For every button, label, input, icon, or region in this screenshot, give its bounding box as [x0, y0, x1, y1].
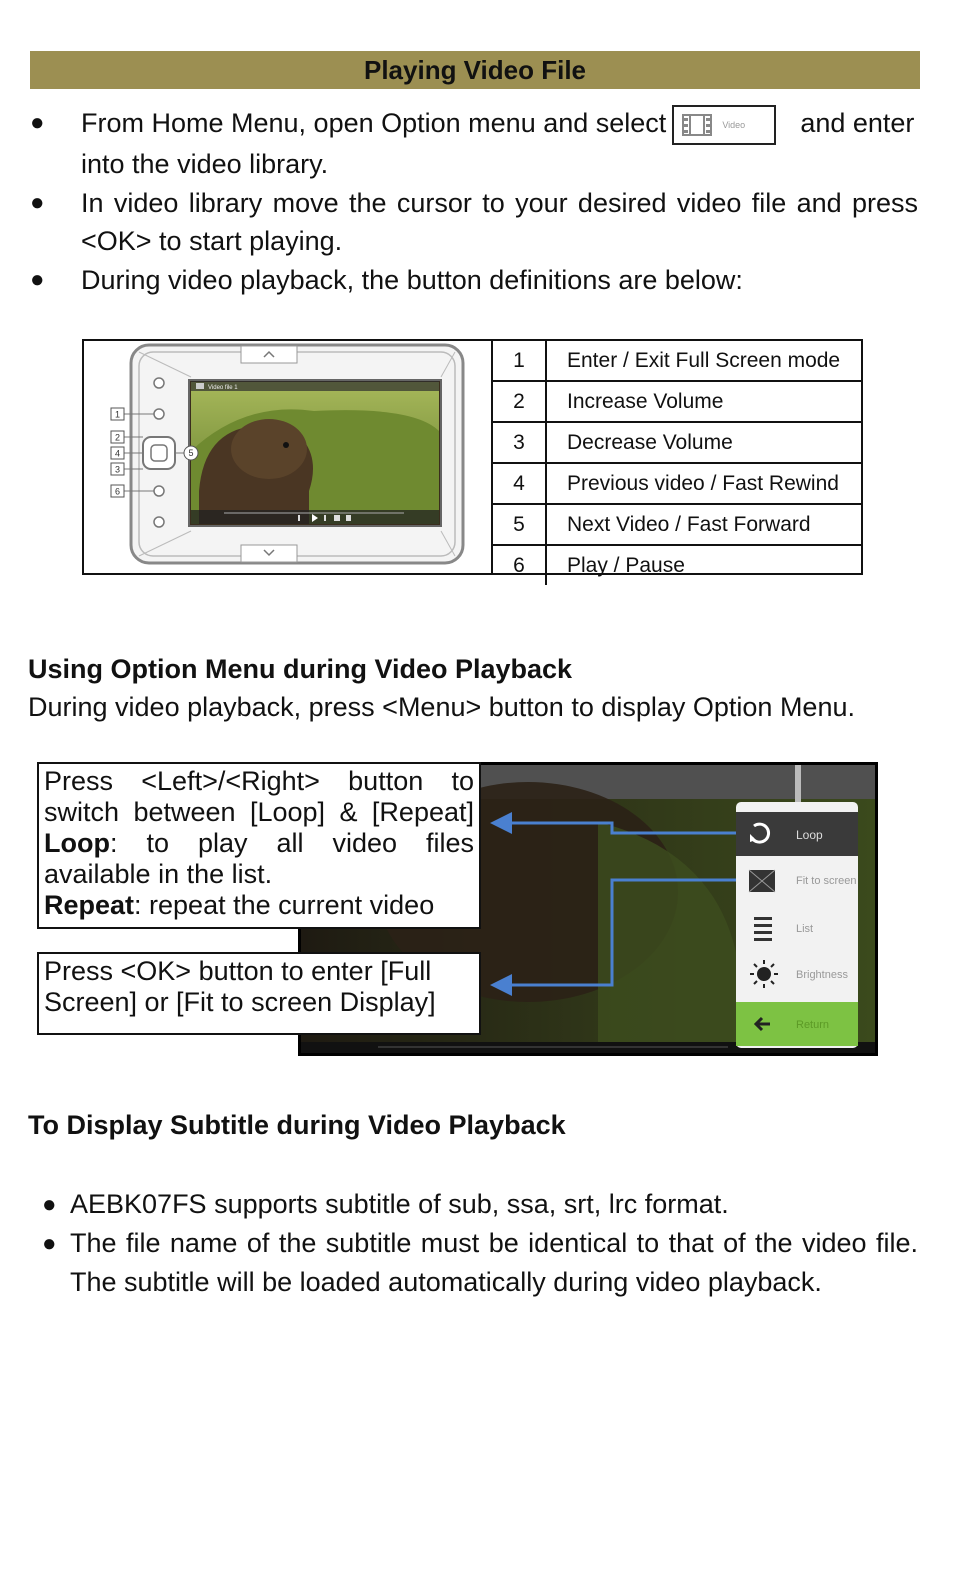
loop-repeat-callout [37, 762, 481, 929]
bullet-icon: ● [42, 1191, 57, 1218]
center-nav-button [143, 437, 175, 469]
fit-to-screen-icon [749, 870, 775, 892]
device-callout-label: 4 [114, 448, 121, 459]
device-callout-label: 3 [114, 464, 121, 475]
section-title: Playing Video File [363, 54, 587, 85]
menu-item-label: Return [796, 1019, 830, 1031]
button-description: Next Video / Fast Forward [546, 504, 861, 545]
button-description: Enter / Exit Full Screen mode [546, 341, 861, 381]
button-number: 4 [493, 463, 546, 504]
list-item [30, 184, 918, 260]
button-description: Previous video / Fast Rewind [546, 463, 861, 504]
callout-text [44, 828, 474, 859]
subtitle-instructions [42, 1185, 918, 1302]
bullet-text: In video library move the cursor to your desired video file and press <OK> to start playing. [81, 187, 918, 256]
button-list [493, 341, 861, 585]
device-callout-label: 5 [188, 448, 194, 458]
table-row [493, 545, 861, 585]
button-number: 3 [493, 422, 546, 463]
callout-text: Screen] or [Fit to screen Display] [44, 987, 436, 1017]
callout-text: Press <Left>/<Right> button to [44, 766, 474, 796]
list-item [30, 261, 918, 299]
menu-item-label: Brightness [796, 969, 848, 981]
subtitle-heading: To Display Subtitle during Video Playback [28, 1110, 566, 1140]
bullet-icon: ● [30, 109, 45, 136]
callout-text: Press <OK> button to enter [Full [44, 956, 432, 986]
tablet-device-drawing [84, 341, 489, 573]
bullet-icon: ● [30, 188, 45, 216]
bullet-text: The file name of the subtitle must be identical to that of the video file. The subtitle will be loaded automatically during video playback. [70, 1228, 918, 1297]
bullet-text: From Home Menu, open Option menu and select [81, 108, 667, 138]
button-description: Decrease Volume [546, 422, 861, 463]
device-callout-label: 2 [114, 432, 121, 443]
device-illustration [84, 341, 493, 573]
callout-text [44, 890, 474, 921]
table-row [493, 463, 861, 504]
video-icon-label: Video [722, 119, 746, 130]
list-item [42, 1224, 918, 1302]
list-item [30, 104, 918, 183]
button-description: Increase Volume [546, 381, 861, 422]
list-item [42, 1185, 918, 1224]
table-row [493, 422, 861, 463]
bullet-icon: ● [30, 265, 45, 293]
screen-title-text: Video file 1 [208, 385, 238, 391]
callout-text: available in the list. [44, 859, 273, 889]
fullscreen-callout [37, 952, 481, 1035]
section-title-bar [30, 51, 920, 89]
device-callout-label: 1 [114, 409, 121, 420]
menu-item-label: Loop [796, 828, 823, 842]
option-menu-intro: During video playback, press <Menu> button to display Option Menu. [28, 692, 855, 722]
option-menu-heading: Using Option Menu during Video Playback [28, 654, 573, 684]
repeat-description: : repeat the current video [134, 890, 435, 920]
table-row [493, 504, 861, 545]
film-icon [682, 113, 712, 137]
loop-term: Loop [44, 828, 110, 858]
button-description: Play / Pause [567, 553, 685, 577]
bullet-text: and enter into the video library. [81, 108, 915, 179]
bullet-text: During video playback, the button definitions are below: [81, 264, 743, 295]
button-number: 2 [493, 381, 546, 422]
bullet-icon: ● [42, 1230, 57, 1257]
menu-item-label: List [796, 923, 814, 935]
repeat-term: Repeat [44, 890, 135, 920]
button-definition-table [82, 339, 863, 575]
bullet-text: AEBK07FS supports subtitle of sub, ssa, srt, lrc format. [70, 1189, 729, 1219]
button-number: 5 [493, 504, 546, 545]
button-number: 6 [493, 545, 546, 585]
loop-description: : to play all video files [109, 828, 474, 858]
menu-item-label: Fit to screen [796, 875, 857, 887]
device-callout-label: 6 [114, 486, 121, 497]
table-row [493, 341, 861, 381]
callout-text: switch between [Loop] & [Repeat] [44, 797, 474, 827]
video-menu-icon-box [672, 105, 776, 145]
playback-instructions [30, 104, 918, 300]
button-number: 1 [493, 341, 546, 381]
table-row [493, 381, 861, 422]
